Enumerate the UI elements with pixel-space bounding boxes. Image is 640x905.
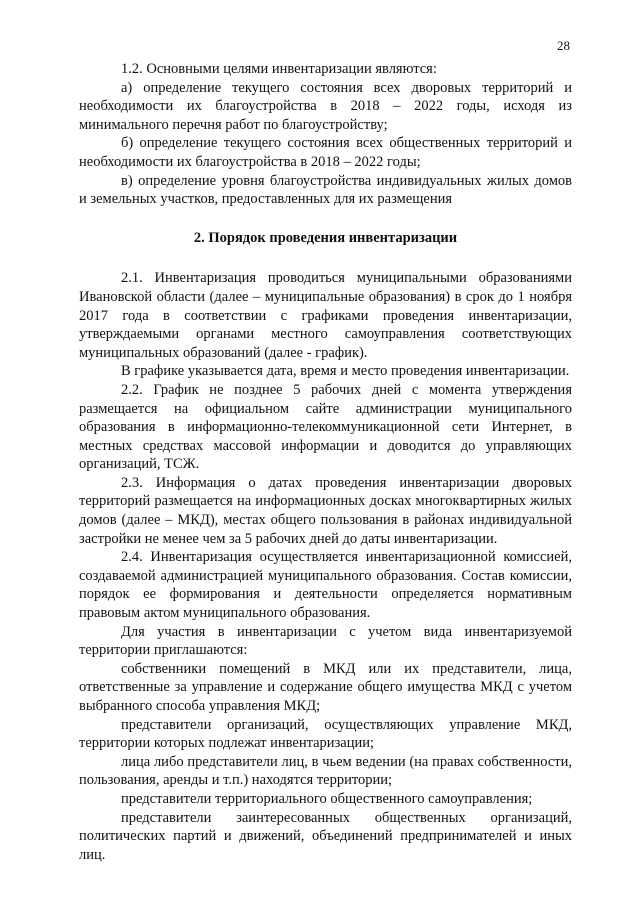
document-body <box>79 60 572 864</box>
page-number: 28 <box>557 38 570 53</box>
section-2-heading: 2. Порядок проведения инвентаризации <box>193 229 458 246</box>
paragraph-goal-c: в) определение уровня благоустройства индивидуальных жилых домов и земельных участков, предоставленных для их размещения <box>79 172 572 208</box>
paragraph-2-1: 2.1. Инвентаризация проводиться муниципальными образованиями Ивановской области (далее – муниципальные образования) в срок до 1 ноября 2017 года в соответствии с графиками проведения инвентаризации, утверждаемыми органами местного самоуправления соответствующих муниципальных образований (далее - график). <box>79 270 572 361</box>
paragraph-2-2: 2.2. График не позднее 5 рабочих дней с момента утверждения размещается на официальном сайте администрации муниципального образования в информационно-телекоммуникационной сети Интернет, в местных средствах массовой информации и доводится до управляющих организаций, ТСЖ. <box>79 381 572 473</box>
paragraph-1-2: 1.2. Основными целями инвентаризации являются: <box>121 61 437 77</box>
paragraph-participant-holders: лица либо представители лиц, в чьем ведении (на правах собственности, пользования, аренды и т.п.) находятся территории; <box>79 753 572 789</box>
paragraph-goal-b: б) определение текущего состояния всех общественных территорий и необходимости их благоустройства в 2018 – 2022 годы; <box>79 135 572 170</box>
paragraph-participants-intro: Для участия в инвентаризации с учетом вида инвентаризуемой территории приглашаются: <box>79 623 572 659</box>
paragraph-schedule-content: В графике указывается дата, время и место проведения инвентаризации. <box>121 363 570 380</box>
paragraph-participant-organizations: представители заинтересованных общественных организаций, политических партий и движений, объединений предпринимателей и иных лиц. <box>79 809 572 863</box>
paragraph-participant-self-government: представители территориального общественного самоуправления; <box>121 790 533 807</box>
paragraph-participant-management: представители организаций, осуществляющих управление МКД, территории которых подлежат инвентаризации; <box>79 716 572 752</box>
paragraph-2-3: 2.3. Информация о датах проведения инвентаризации дворовых территорий размещается на информационных досках многоквартирных жилых домов (далее – МКД), местах общего пользования в районах индивидуальной застройки не менее чем за 5 рабочих дней до даты инвентаризации. <box>79 474 572 547</box>
paragraph-goal-a: а) определение текущего состояния всех дворовых территорий и необходимости их благоустройства в 2018 – 2022 годы, исходя из минимального перечня работ по благоустройству; <box>79 79 572 133</box>
paragraph-2-4: 2.4. Инвентаризация осуществляется инвентаризационной комиссией, создаваемой администрацией муниципального образования. Состав комиссии, порядок ее формирования и деятельности определяется нормативным правовым актом муниципального образования. <box>79 549 572 622</box>
paragraph-participant-owners: собственники помещений в МКД или их представители, лица, ответственные за управление и содержание общего имущества МКД с учетом выбранного способа управления МКД; <box>79 660 572 714</box>
